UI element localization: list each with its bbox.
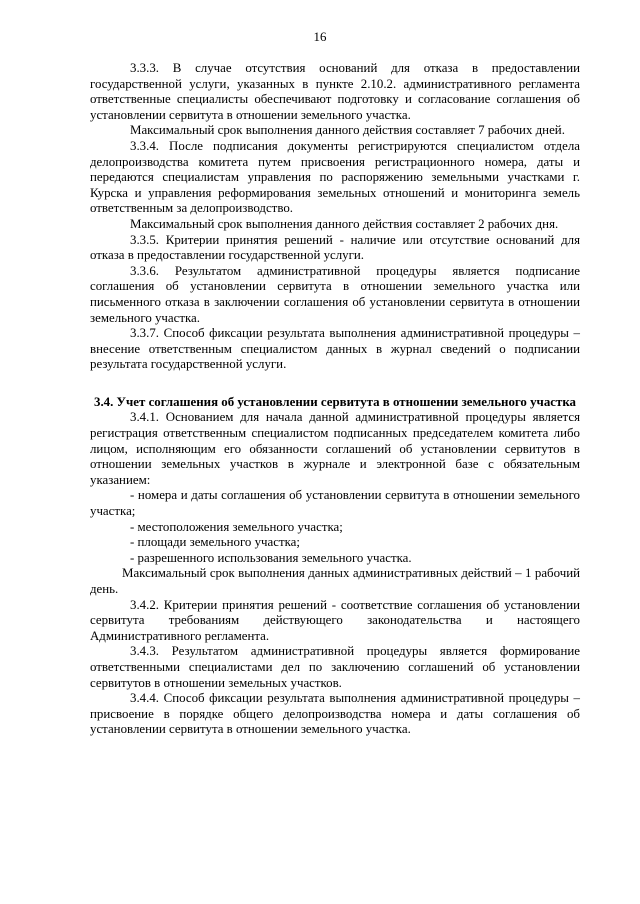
- paragraph-deadline-7-days: Максимальный срок выполнения данного действия составляет 7 рабочих дней.: [130, 123, 565, 138]
- paragraph-deadline-2-days: Максимальный срок выполнения данного действия составляет 2 рабочих дня.: [130, 216, 559, 231]
- paragraph-3-3-3: 3.3.3. В случае отсутствия оснований для отказа в предоставлении государственной услуги, указанных в пункте 2.10.2. административного регламента ответственные специалисты обеспечивают подготовку и согласование соглашения об установлении сервитута в отношении земельного участка.: [90, 61, 580, 122]
- paragraph-3-4-1: 3.4.1. Основанием для начала данной административной процедуры является регистрация ответственным специалистом подписанных председателем комитета либо лицом, исполняющим его обязанности соглашений об установлении сервитутов в отношении земельных участков в журнале и электронной базе с обязательным указанием:: [90, 410, 580, 487]
- paragraph-3-4-2: 3.4.2. Критерии принятия решений - соответствие соглашения об установлении сервитута требованиям действующего законодательства и настоящего Административного регламента.: [90, 597, 580, 643]
- document-body: [90, 61, 580, 738]
- list-item: - местоположения земельного участка;: [130, 519, 343, 534]
- paragraph-3-3-4: 3.3.4. После подписания документы регистрируются специалистом отдела делопроизводства комитета путем присвоения регистрационного номера, даты и передаются специалистам управления по распоряжению земельными участками г. Курска и управления реформирования земельных отношений и мониторинга земель ответственным за делопроизводство.: [90, 138, 580, 216]
- page-number: 16: [313, 30, 327, 44]
- paragraph-3-4-4: 3.4.4. Способ фиксации результата выполнения административной процедуры – присвоение в порядке общего делопроизводства номера и даты соглашения об установлении сервитута в отношении земельного участка.: [90, 691, 580, 737]
- list-item: - площади земельного участка;: [130, 535, 300, 550]
- paragraph-3-4-3: 3.4.3. Результатом административной процедуры является формирование ответственными специалистами дел по заключению соглашений об установлении сервитутов в отношении земельных участков.: [90, 644, 580, 690]
- list-item: - разрешенного использования земельного участка.: [130, 550, 412, 565]
- section-heading-3-4: 3.4. Учет соглашения об установлении сервитута в отношении земельного участка: [94, 394, 576, 409]
- paragraph-3-3-6: 3.3.6. Результатом административной процедуры является подписание соглашения об установлении сервитута в отношении земельного участка или письменного отказа в заключении соглашения об установлении сервитута в отношении земельного участка.: [90, 263, 580, 325]
- paragraph-deadline-1-day: Максимальный срок выполнения данных административных действий – 1 рабочий день.: [90, 566, 580, 596]
- list-item: - номера и даты соглашения об установлении сервитута в отношении земельного участка;: [90, 488, 580, 519]
- paragraph-3-3-7: 3.3.7. Способ фиксации результата выполнения административной процедуры – внесение ответственным специалистом данных в журнал сведений о подписании результата государственной услуги.: [90, 326, 580, 372]
- paragraph-3-3-5: 3.3.5. Критерии принятия решений - наличие или отсутствие оснований для отказа в предоставлении государственной услуги.: [90, 232, 580, 263]
